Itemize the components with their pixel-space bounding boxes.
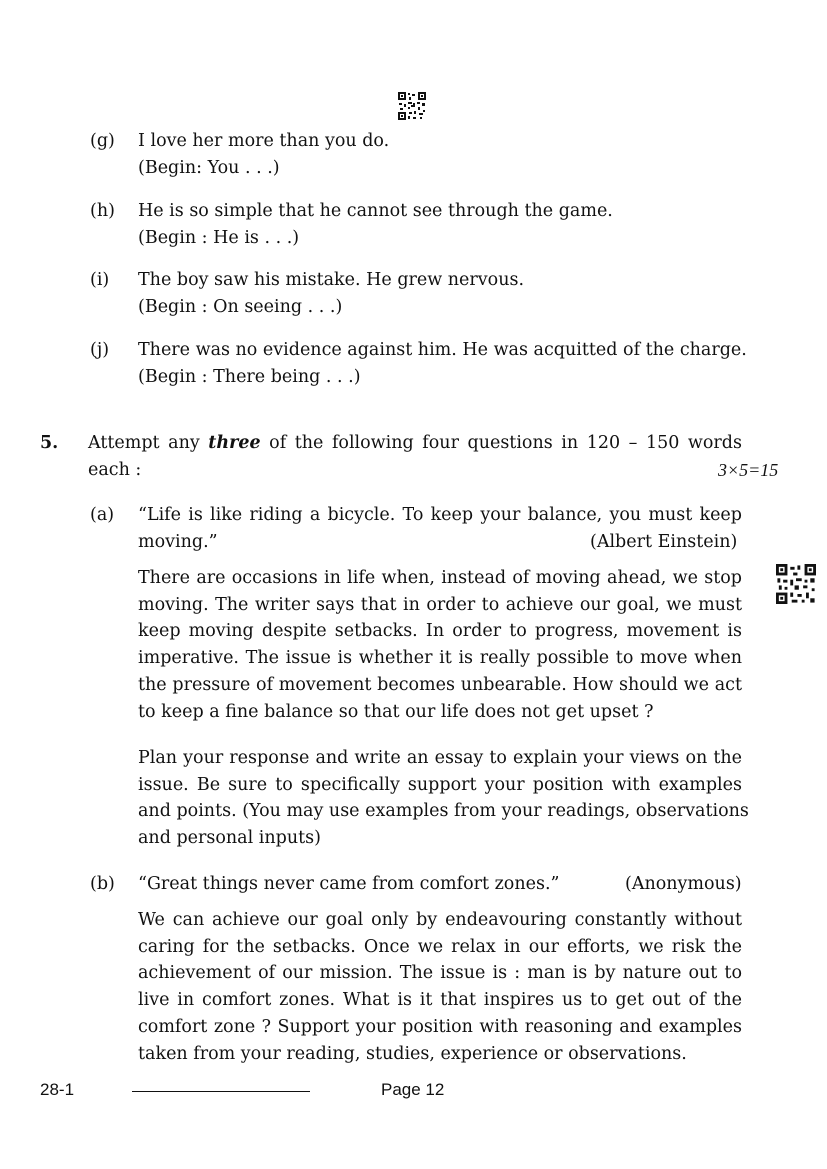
paragraph-line: We can achieve our goal only by endeavouring constantly without bbox=[138, 910, 742, 930]
question-instruction-line1: Attempt any three of the following four questions in 120 – 150 words bbox=[88, 433, 742, 453]
paragraph-line: caring for the setbacks. Once we relax in our efforts, we risk the bbox=[138, 936, 742, 957]
footer-rule bbox=[132, 1091, 310, 1092]
paragraph-line: moving. The writer says that in order to achieve our goal, we must bbox=[138, 594, 742, 615]
item-sentence: There was no evidence against him. He was acquitted of the charge. bbox=[138, 340, 747, 360]
paragraph-line: Plan your response and write an essay to explain your views on the bbox=[138, 748, 742, 768]
emphasis-three: three bbox=[208, 433, 261, 453]
item-begin-hint: (Begin : He is . . .) bbox=[138, 228, 300, 248]
paragraph-line: live in comfort zones. What is it that inspires us to get out of the bbox=[138, 990, 742, 1011]
item-begin-hint: (Begin : There being . . .) bbox=[138, 367, 361, 387]
question-instruction-line2: each : bbox=[88, 460, 142, 480]
paragraph-line: to keep a fine balance so that our life does not get upset ? bbox=[138, 701, 654, 722]
paragraph-line: imperative. The issue is whether it is really possible to move when bbox=[138, 648, 742, 669]
part-b-author: (Anonymous) bbox=[625, 874, 742, 894]
part-a-author: (Albert Einstein) bbox=[590, 532, 738, 552]
paragraph-line: keep moving despite setbacks. In order to progress, movement is bbox=[138, 621, 742, 642]
paper-code: 28-1 bbox=[40, 1080, 75, 1099]
qr-code-icon bbox=[398, 92, 426, 120]
qr-code-side bbox=[776, 564, 816, 604]
paragraph-line: issue. Be sure to specifically support your position with examples bbox=[138, 774, 742, 795]
part-b-paragraph bbox=[138, 907, 742, 1067]
paragraph-line: the pressure of movement becomes unbearable. How should we act bbox=[138, 674, 742, 695]
paragraph-line: and personal inputs) bbox=[138, 828, 321, 849]
paragraph-line: There are occasions in life when, instead of moving ahead, we stop bbox=[138, 568, 742, 588]
part-a-label: (a) bbox=[90, 505, 115, 525]
part-a-quote bbox=[138, 502, 742, 529]
item-sentence: I love her more than you do. bbox=[138, 131, 390, 151]
paragraph-line: and points. (You may use examples from your readings, observations bbox=[138, 801, 749, 822]
item-label: (i) bbox=[90, 270, 110, 290]
part-a-quote-end: moving.” bbox=[138, 532, 218, 552]
item-sentence: The boy saw his mistake. He grew nervous. bbox=[138, 270, 525, 290]
part-a-paragraph-1 bbox=[138, 565, 742, 725]
item-label: (h) bbox=[90, 201, 115, 221]
page-number: Page 12 bbox=[381, 1080, 445, 1099]
qr-code-top bbox=[398, 92, 426, 120]
item-begin-hint: (Begin: You . . .) bbox=[138, 158, 280, 178]
question-instruction bbox=[88, 430, 742, 457]
qr-code-icon bbox=[776, 564, 816, 604]
paragraph-line: taken from your reading, studies, experience or observations. bbox=[138, 1043, 687, 1064]
part-a-paragraph-2 bbox=[138, 745, 749, 852]
question-number: 5. bbox=[40, 433, 59, 453]
marks-allocation: 3×5=15 bbox=[718, 460, 779, 480]
item-label: (g) bbox=[90, 131, 115, 151]
item-label: (j) bbox=[90, 340, 110, 360]
part-b-label: (b) bbox=[90, 874, 115, 894]
paragraph-line: achievement of our mission. The issue is : man is by nature out to bbox=[138, 963, 742, 984]
item-begin-hint: (Begin : On seeing . . .) bbox=[138, 297, 343, 317]
part-b-quote: “Great things never came from comfort zones.” bbox=[138, 874, 560, 894]
paragraph-line: comfort zone ? Support your position with reasoning and examples bbox=[138, 1016, 742, 1037]
quote-line: “Life is like riding a bicycle. To keep your balance, you must keep bbox=[138, 505, 742, 525]
item-sentence: He is so simple that he cannot see through the game. bbox=[138, 201, 613, 221]
